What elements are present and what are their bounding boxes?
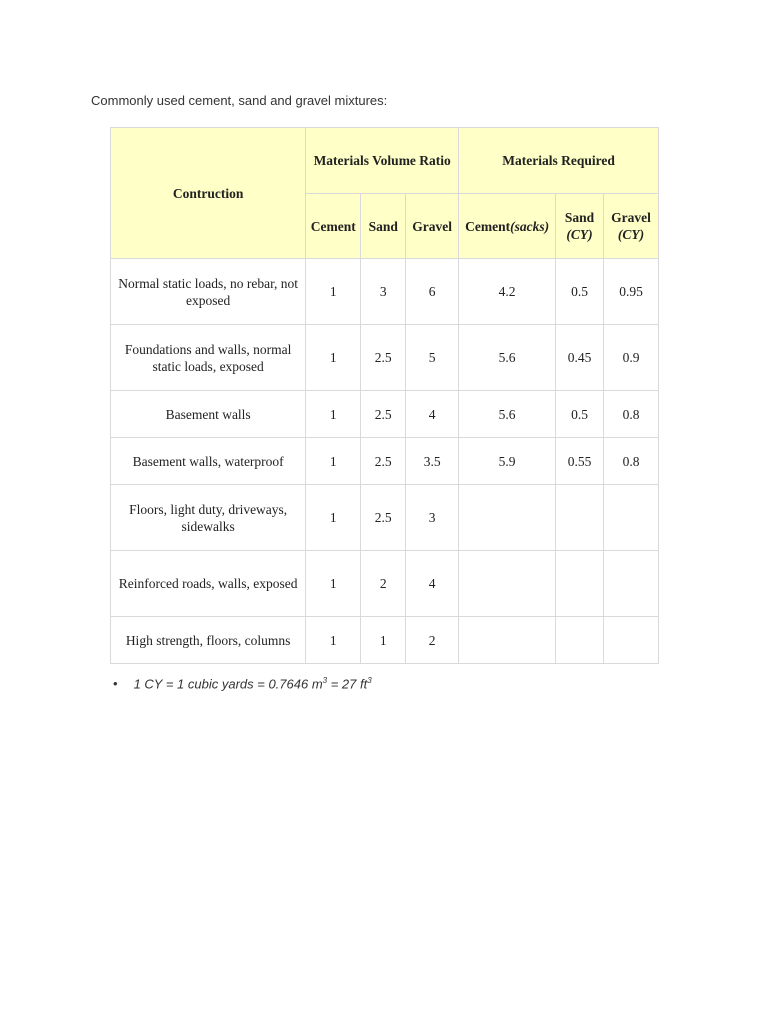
table-row <box>111 485 659 551</box>
cell-req-sand: 0.5 <box>556 259 604 325</box>
note-sup-2: 3 <box>367 676 372 685</box>
cell-req-gravel <box>604 617 659 664</box>
cell-req-gravel: 0.9 <box>604 325 659 391</box>
header-volume-ratio: Materials Volume Ratio <box>306 128 459 194</box>
row-label: Reinforced roads, walls, exposed <box>111 551 306 617</box>
cell-sand: 2.5 <box>361 485 406 551</box>
table-row <box>111 617 659 664</box>
row-label: High strength, floors, columns <box>111 617 306 664</box>
cell-cement: 1 <box>306 485 361 551</box>
note-sup-1: 3 <box>322 676 328 685</box>
cell-req-gravel <box>604 485 659 551</box>
header-construction: Contruction <box>111 128 306 259</box>
table-row <box>111 259 659 325</box>
cell-req-gravel: 0.95 <box>604 259 659 325</box>
cell-sand: 3 <box>361 259 406 325</box>
cell-cement: 1 <box>306 551 361 617</box>
cell-gravel: 5 <box>406 325 459 391</box>
header-req-cement-unit: (sacks) <box>510 218 550 234</box>
table-row <box>111 551 659 617</box>
cell-req-cement: 4.2 <box>459 259 556 325</box>
row-label: Normal static loads, no rebar, not exposed <box>111 259 306 325</box>
cell-req-cement <box>459 485 556 551</box>
note-text: 1 CY = 1 cubic yards = 0.7646 m <box>133 676 323 692</box>
header-req-gravel-label: Gravel <box>611 210 651 225</box>
cell-req-gravel: 0.8 <box>604 391 659 438</box>
header-req-sand-unit: (CY) <box>566 227 593 242</box>
cell-cement: 1 <box>306 325 361 391</box>
cell-cement: 1 <box>306 438 361 485</box>
cell-cement: 1 <box>306 391 361 438</box>
table-row <box>111 438 659 485</box>
unit-note <box>113 676 372 691</box>
row-label: Basement walls, waterproof <box>111 438 306 485</box>
cell-gravel: 2 <box>406 617 459 664</box>
cell-gravel: 3.5 <box>406 438 459 485</box>
header-sand: Sand <box>361 194 406 259</box>
note-text-2: = 27 ft <box>327 676 368 692</box>
cell-req-sand: 0.5 <box>556 391 604 438</box>
cell-gravel: 6 <box>406 259 459 325</box>
cell-req-sand <box>556 617 604 664</box>
header-req-cement <box>459 194 556 259</box>
cell-req-cement: 5.6 <box>459 391 556 438</box>
row-label: Floors, light duty, driveways, sidewalks <box>111 485 306 551</box>
cell-req-cement <box>459 617 556 664</box>
header-cement: Cement <box>306 194 361 259</box>
cell-req-gravel <box>604 551 659 617</box>
cell-cement: 1 <box>306 259 361 325</box>
cell-req-gravel: 0.8 <box>604 438 659 485</box>
header-req-cement-label: Cement <box>465 218 511 234</box>
header-gravel: Gravel <box>406 194 459 259</box>
intro-text: Commonly used cement, sand and gravel mixtures: <box>91 93 388 108</box>
cell-req-cement: 5.6 <box>459 325 556 391</box>
cell-req-sand: 0.45 <box>556 325 604 391</box>
cell-req-cement <box>459 551 556 617</box>
header-row-top <box>111 128 659 194</box>
table-row <box>111 391 659 438</box>
bullet-icon: • <box>113 676 118 692</box>
header-req-sand <box>556 194 604 259</box>
cell-req-sand <box>556 485 604 551</box>
row-label: Basement walls <box>111 391 306 438</box>
cell-sand: 2.5 <box>361 325 406 391</box>
header-req-gravel <box>604 194 659 259</box>
cell-gravel: 4 <box>406 391 459 438</box>
cell-cement: 1 <box>306 617 361 664</box>
header-materials-required: Materials Required <box>459 128 659 194</box>
header-req-gravel-unit: (CY) <box>617 227 645 242</box>
cell-sand: 2 <box>361 551 406 617</box>
header-req-sand-label: Sand <box>564 210 595 225</box>
cell-gravel: 3 <box>406 485 459 551</box>
cell-gravel: 4 <box>406 551 459 617</box>
cell-sand: 2.5 <box>361 391 406 438</box>
cell-sand: 1 <box>361 617 406 664</box>
mixture-table <box>110 127 659 664</box>
cell-sand: 2.5 <box>361 438 406 485</box>
cell-req-cement: 5.9 <box>459 438 556 485</box>
cell-req-sand: 0.55 <box>556 438 604 485</box>
row-label: Foundations and walls, normal static loads, exposed <box>111 325 306 391</box>
table-row <box>111 325 659 391</box>
cell-req-sand <box>556 551 604 617</box>
